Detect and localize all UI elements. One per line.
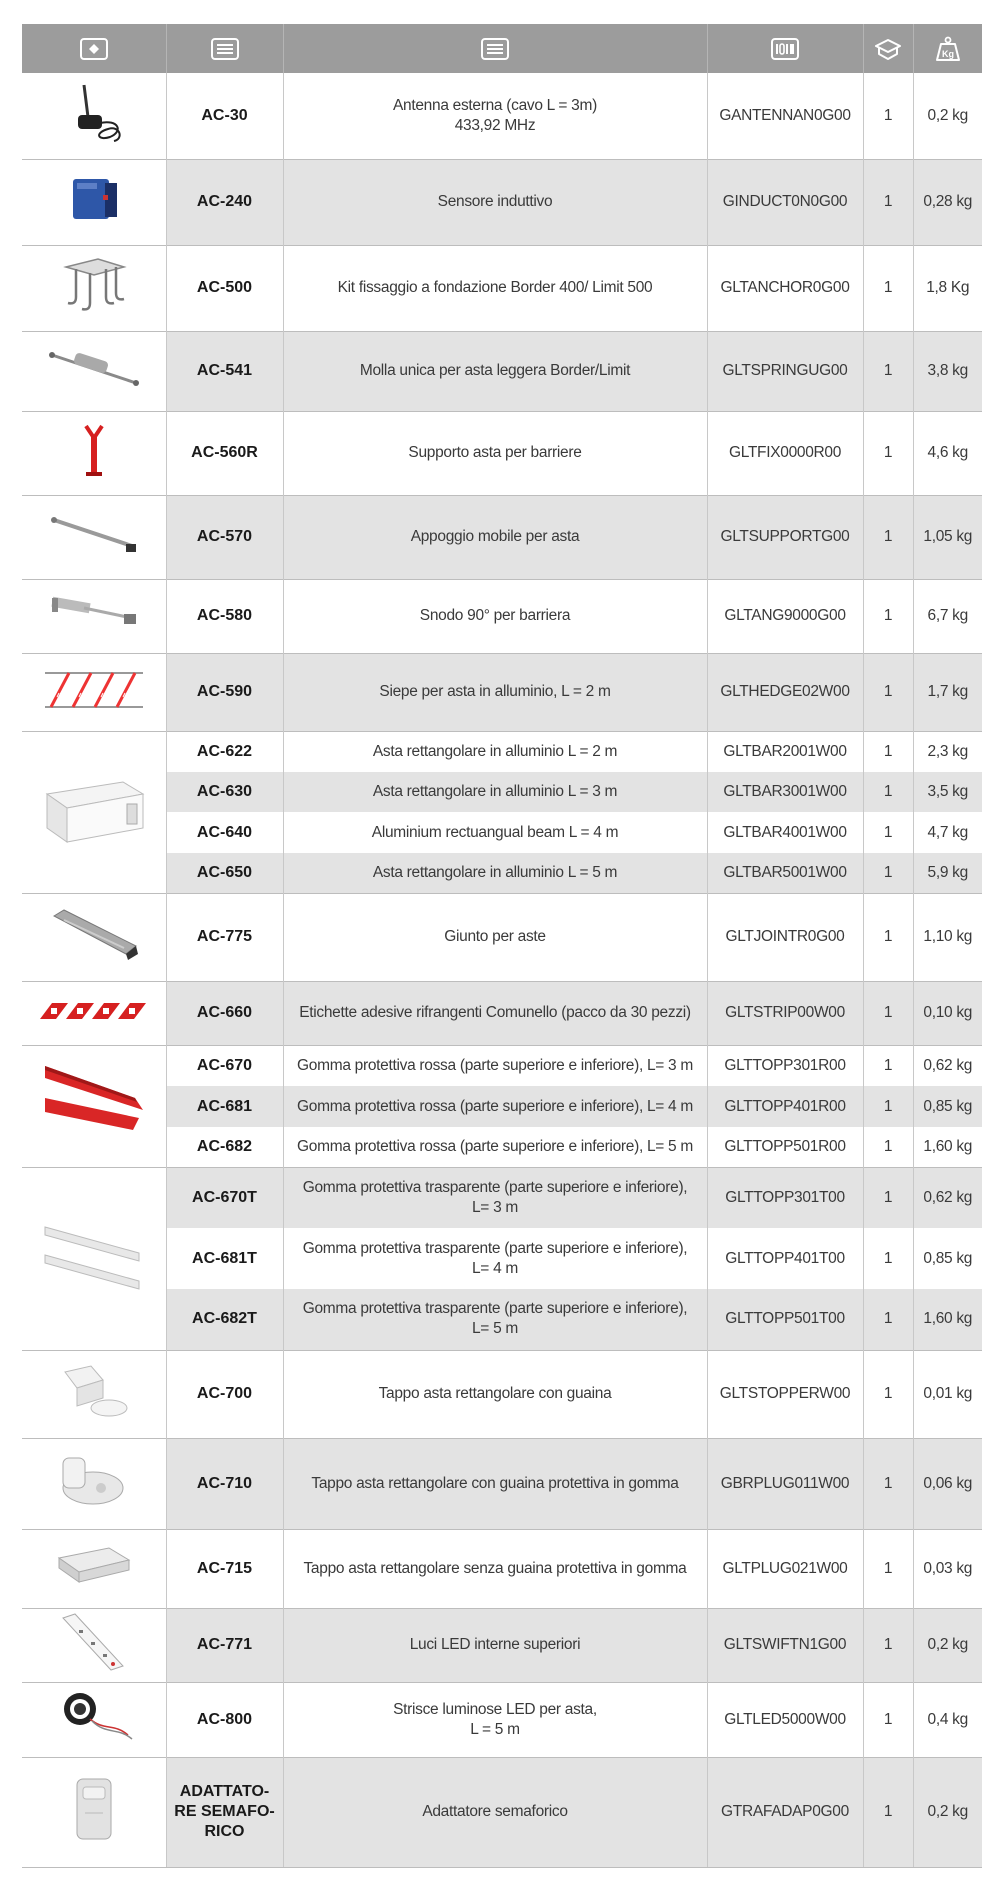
product-image-cell	[22, 495, 166, 579]
quantity: 1	[863, 1682, 913, 1757]
product-image-cell	[22, 411, 166, 495]
product-code: AC-590	[166, 653, 283, 731]
article-number: GTRAFADAP0G00	[707, 1757, 863, 1867]
article-number: GANTENNAN0G00	[707, 73, 863, 159]
product-description: Sensore induttivo	[283, 159, 707, 245]
accessories-table	[22, 24, 982, 1868]
image-icon	[79, 37, 109, 61]
table-row	[22, 159, 982, 245]
product-image-cell	[22, 731, 166, 893]
product-code: AC-640	[166, 812, 283, 853]
quantity: 1	[863, 653, 913, 731]
code-icon	[210, 37, 240, 61]
weight: 4,6 kg	[913, 411, 982, 495]
weight: 3,8 kg	[913, 331, 982, 411]
product-description: Gomma protettiva trasparente (parte superiore e inferiore), L= 5 m	[283, 1289, 707, 1350]
weight: 0,06 kg	[913, 1438, 982, 1529]
table-row	[22, 579, 982, 653]
support-image	[64, 418, 124, 482]
table-row	[22, 245, 982, 331]
clear-rubber-image	[39, 1211, 149, 1301]
table-row	[22, 1086, 982, 1127]
product-code: AC-715	[166, 1529, 283, 1608]
quantity: 1	[863, 579, 913, 653]
product-image-cell	[22, 331, 166, 411]
product-code: AC-500	[166, 245, 283, 331]
quantity: 1	[863, 1289, 913, 1350]
product-description: Asta rettangolare in alluminio L = 5 m	[283, 853, 707, 893]
product-code: AC-622	[166, 731, 283, 772]
inductive-sensor-image	[59, 167, 129, 231]
weight: 0,2 kg	[913, 1757, 982, 1867]
weight: 0,62 kg	[913, 1167, 982, 1228]
quantity: 1	[863, 411, 913, 495]
product-code: AC-670T	[166, 1167, 283, 1228]
weight: 0,4 kg	[913, 1682, 982, 1757]
product-description: Tappo asta rettangolare con guaina protettiva in gomma	[283, 1438, 707, 1529]
article-number: GLTTOPP401R00	[707, 1086, 863, 1127]
product-description: Giunto per aste	[283, 893, 707, 981]
quantity: 1	[863, 812, 913, 853]
table-row	[22, 1757, 982, 1867]
product-code: AC-771	[166, 1608, 283, 1682]
product-image-cell	[22, 1682, 166, 1757]
product-code: AC-30	[166, 73, 283, 159]
table-row	[22, 1127, 982, 1167]
product-code: AC-775	[166, 893, 283, 981]
product-description: Asta rettangolare in alluminio L = 2 m	[283, 731, 707, 772]
quantity: 1	[863, 1529, 913, 1608]
product-code: AC-650	[166, 853, 283, 893]
product-image-cell	[22, 1608, 166, 1682]
table-row	[22, 1350, 982, 1438]
description-icon	[480, 37, 510, 61]
quantity: 1	[863, 981, 913, 1045]
weight: 0,62 kg	[913, 1045, 982, 1086]
weight: 0,03 kg	[913, 1529, 982, 1608]
product-description: Antenna esterna (cavo L = 3m) 433,92 MHz	[283, 73, 707, 159]
cap-rubber-image	[49, 1446, 139, 1516]
product-image-cell	[22, 1045, 166, 1167]
table-row	[22, 1228, 982, 1289]
product-image-cell	[22, 73, 166, 159]
article-number: GLTANCHOR0G00	[707, 245, 863, 331]
article-number: GLTSPRINGUG00	[707, 331, 863, 411]
product-code: AC-630	[166, 772, 283, 812]
weight: 1,10 kg	[913, 893, 982, 981]
article-number: GBRPLUG011W00	[707, 1438, 863, 1529]
quantity: 1	[863, 1086, 913, 1127]
product-description: Supporto asta per barriere	[283, 411, 707, 495]
foundation-kit-image	[54, 253, 134, 317]
article-number: GLTTOPP301R00	[707, 1045, 863, 1086]
weight: 0,01 kg	[913, 1350, 982, 1438]
article-number: GLTSUPPORTG00	[707, 495, 863, 579]
product-image-cell	[22, 893, 166, 981]
quantity: 1	[863, 1350, 913, 1438]
quantity: 1	[863, 1167, 913, 1228]
product-image-cell	[22, 1529, 166, 1608]
red-rubber-image	[39, 1058, 149, 1148]
product-code: AC-541	[166, 331, 283, 411]
table-row	[22, 1682, 982, 1757]
product-code: AC-700	[166, 1350, 283, 1438]
product-code: AC-681	[166, 1086, 283, 1127]
article-number: GLTBAR4001W00	[707, 812, 863, 853]
product-description: Tappo asta rettangolare senza guaina protettiva in gomma	[283, 1529, 707, 1608]
article-number: GLTFIX0000R00	[707, 411, 863, 495]
product-description: Asta rettangolare in alluminio L = 3 m	[283, 772, 707, 812]
quantity: 1	[863, 1045, 913, 1086]
product-description: Gomma protettiva trasparente (parte superiore e inferiore), L= 4 m	[283, 1228, 707, 1289]
beam-joint-image	[44, 902, 144, 966]
quantity: 1	[863, 331, 913, 411]
product-description: Gomma protettiva rossa (parte superiore e inferiore), L= 5 m	[283, 1127, 707, 1167]
antenna-image	[54, 81, 134, 145]
quantity: 1	[863, 1438, 913, 1529]
product-description: Gomma protettiva rossa (parte superiore e inferiore), L= 3 m	[283, 1045, 707, 1086]
table-row	[22, 653, 982, 731]
hedge-image	[39, 661, 149, 717]
product-image-cell	[22, 245, 166, 331]
weight: 5,9 kg	[913, 853, 982, 893]
product-code: AC-240	[166, 159, 283, 245]
rectangular-beam-image	[39, 764, 149, 854]
table-row	[22, 731, 982, 772]
header-description	[283, 24, 707, 73]
product-description: Tappo asta rettangolare con guaina	[283, 1350, 707, 1438]
weight: 1,05 kg	[913, 495, 982, 579]
weight: 0,2 kg	[913, 1608, 982, 1682]
product-code: AC-682T	[166, 1289, 283, 1350]
table-row	[22, 411, 982, 495]
mobile-support-image	[44, 506, 144, 562]
product-image-cell	[22, 653, 166, 731]
table-row	[22, 1529, 982, 1608]
weight: 6,7 kg	[913, 579, 982, 653]
header-article	[707, 24, 863, 73]
article-number: GLTLED5000W00	[707, 1682, 863, 1757]
table-row	[22, 1608, 982, 1682]
weight: 2,3 kg	[913, 731, 982, 772]
table-row	[22, 981, 982, 1045]
table-row	[22, 1045, 982, 1086]
product-description: Appoggio mobile per asta	[283, 495, 707, 579]
table-row	[22, 812, 982, 853]
cap-no-rubber-image	[49, 1538, 139, 1594]
weight: 4,7 kg	[927, 823, 968, 841]
quantity: 1	[863, 1127, 913, 1167]
weight: 1,7 kg	[913, 653, 982, 731]
product-image-cell	[22, 981, 166, 1045]
quantity: 1	[863, 1608, 913, 1682]
header-code	[166, 24, 283, 73]
product-code: AC-580	[166, 579, 283, 653]
quantity: 1	[863, 495, 913, 579]
article-number: GLTSTOPPERW00	[707, 1350, 863, 1438]
product-description: Molla unica per asta leggera Border/Limit	[283, 331, 707, 411]
article-number: GLTBAR5001W00	[707, 853, 863, 893]
product-image-cell	[22, 1757, 166, 1867]
product-code: AC-660	[166, 981, 283, 1045]
article-number: GLTSWIFTN1G00	[707, 1608, 863, 1682]
product-image-cell	[22, 1350, 166, 1438]
product-description: Adattatore semaforico	[283, 1757, 707, 1867]
cap-sheath-image	[49, 1358, 139, 1424]
quantity: 1	[863, 772, 913, 812]
product-code: AC-570	[166, 495, 283, 579]
led-internal-image	[49, 1610, 139, 1674]
product-description: Gomma protettiva rossa (parte superiore e inferiore), L= 4 m	[283, 1086, 707, 1127]
led-strip-image	[44, 1687, 144, 1747]
article-number: GLTPLUG021W00	[707, 1529, 863, 1608]
product-description: Strisce luminose LED per asta, L = 5 m	[283, 1682, 707, 1757]
product-image-cell	[22, 159, 166, 245]
table-row	[22, 853, 982, 893]
article-number: GLTBAR3001W00	[707, 772, 863, 812]
product-code: AC-681T	[166, 1228, 283, 1289]
weight: 0,10 kg	[913, 981, 982, 1045]
weight: 0,2 kg	[927, 106, 968, 124]
weight: 0,85 kg	[913, 1086, 982, 1127]
article-number: GLTANG9000G00	[707, 579, 863, 653]
weight: 1,60 kg	[913, 1289, 982, 1350]
product-code: AC-682	[166, 1127, 283, 1167]
quantity: 1	[863, 159, 913, 245]
traffic-light-adapter-image	[59, 1769, 129, 1849]
header-image	[22, 24, 166, 73]
article-number: GLTBAR2001W00	[707, 731, 863, 772]
article-number: GLTSTRIP00W00	[707, 981, 863, 1045]
article-number: GLTTOPP501R00	[707, 1127, 863, 1167]
table-row	[22, 1289, 982, 1350]
header-weight	[913, 24, 982, 73]
quantity: 1	[863, 1757, 913, 1867]
weight: 1,60 kg	[923, 1137, 973, 1155]
product-image-cell	[22, 1438, 166, 1529]
table-row	[22, 73, 982, 159]
product-image-cell	[22, 1167, 166, 1350]
product-code: AC-670	[166, 1045, 283, 1086]
svg-text:Kg: Kg	[941, 48, 954, 59]
product-code: AC-800	[166, 1682, 283, 1757]
article-number: GLTTOPP301T00	[707, 1167, 863, 1228]
quantity: 1	[863, 73, 913, 159]
table-row	[22, 331, 982, 411]
product-description: Snodo 90° per barriera	[283, 579, 707, 653]
product-description: Siepe per asta in alluminio, L = 2 m	[283, 653, 707, 731]
table-row	[22, 893, 982, 981]
product-description: Gomma protettiva trasparente (parte superiore e inferiore), L= 3 m	[283, 1167, 707, 1228]
article-number: GINDUCT0N0G00	[707, 159, 863, 245]
weight: 1,8 Kg	[913, 245, 982, 331]
product-description: Aluminium rectuangual beam L = 4 m	[283, 812, 707, 853]
reflective-stickers-image	[34, 995, 154, 1025]
package-icon	[873, 37, 903, 61]
barcode-icon	[770, 37, 800, 61]
article-number: GLTHEDGE02W00	[707, 653, 863, 731]
product-description: Kit fissaggio a fondazione Border 400/ Limit 500	[283, 245, 707, 331]
table-row	[22, 495, 982, 579]
article-number: GLTJOINTR0G00	[707, 893, 863, 981]
product-description: Etichette adesive rifrangenti Comunello (pacco da 30 pezzi)	[283, 981, 707, 1045]
table-row	[22, 1438, 982, 1529]
table-row	[22, 772, 982, 812]
weight-icon	[933, 36, 963, 62]
weight: 0,85 kg	[923, 1249, 973, 1267]
article-number: GLTTOPP501T00	[707, 1289, 863, 1350]
product-code: ADATTATO- RE SEMAFO- RICO	[166, 1757, 283, 1867]
quantity: 1	[863, 245, 913, 331]
article-number: GLTTOPP401T00	[707, 1228, 863, 1289]
quantity: 1	[863, 1228, 913, 1289]
quantity: 1	[863, 731, 913, 772]
joint-90-image	[44, 588, 144, 638]
header-quantity	[863, 24, 913, 73]
quantity: 1	[863, 893, 913, 981]
table-row	[22, 1167, 982, 1228]
table-header-row	[22, 24, 982, 73]
product-code: AC-710	[166, 1438, 283, 1529]
product-description: Luci LED interne superiori	[283, 1608, 707, 1682]
quantity: 1	[863, 853, 913, 893]
weight: 3,5 kg	[913, 772, 982, 812]
product-code: AC-560R	[166, 411, 283, 495]
product-image-cell	[22, 579, 166, 653]
spring-image	[44, 343, 144, 393]
weight: 0,28 kg	[913, 159, 982, 245]
